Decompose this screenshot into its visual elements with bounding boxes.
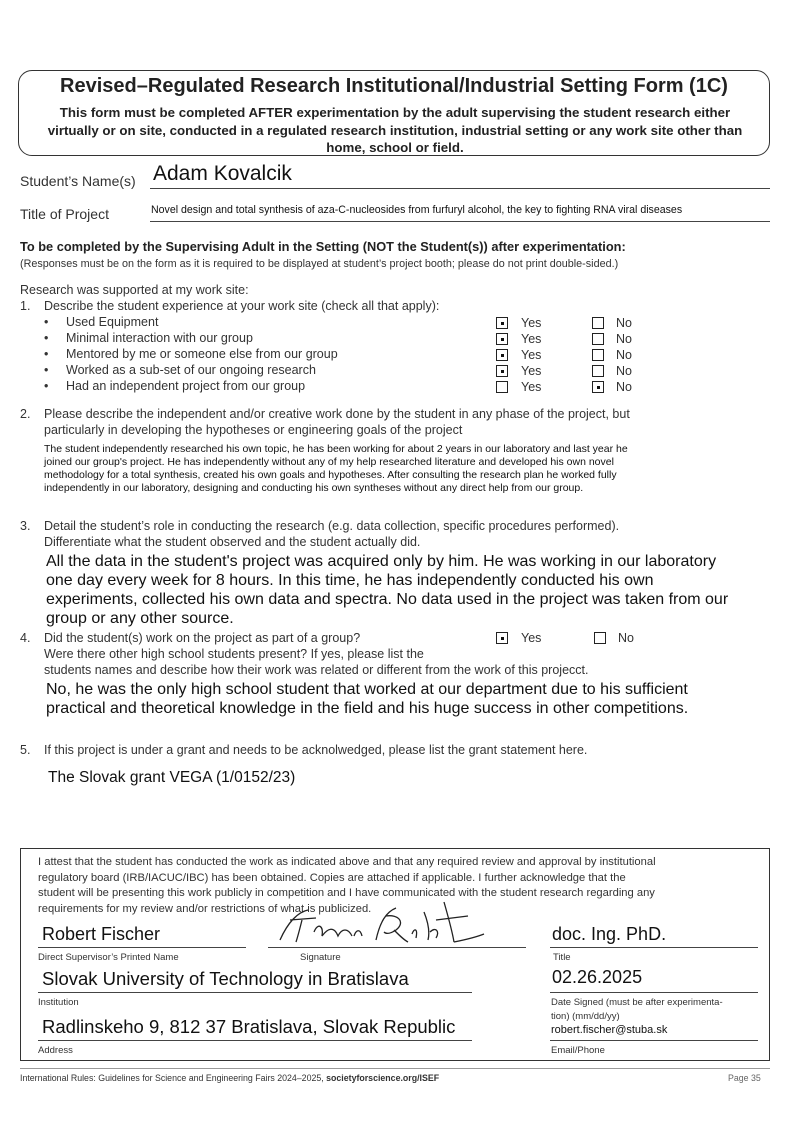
q2-answer-line: independently in our laboratory, designing and conducting his own syntheses without any direct help from our group. (44, 482, 584, 494)
project-title-label: Title of Project (20, 206, 109, 222)
q1-item-label: Used Equipment (66, 315, 159, 329)
student-name-label: Student’s Name(s) (20, 173, 136, 189)
footer-rule (20, 1068, 770, 1069)
email-value[interactable]: robert.fischer@stuba.sk (551, 1024, 668, 1036)
address-line (38, 1040, 472, 1041)
q5-question: If this project is under a grant and needs to be acknolwedged, please list the grant statement here. (44, 743, 588, 757)
form-subtitle: This form must be completed AFTER experimentation by the adult supervising the student research either virtually or on site, conducted in a regulated research institution, industrial setting or any work site other than home, school or field. (47, 105, 743, 155)
institution-value: Slovak University of Technology in Bratislava (42, 968, 409, 989)
signature-image (268, 892, 498, 952)
q3-question-line: Detail the student’s role in conducting the research (e.g. data collection, specific procedures performed). (44, 519, 620, 533)
q3-question-line: Differentiate what the student observed and the student actually did. (44, 535, 421, 549)
research-supported-intro: Research was supported at my work site: (20, 283, 249, 297)
q2-question-line: particularly in developing the hypotheses or engineering goals of the project (44, 423, 463, 437)
institution-caption: Institution (38, 997, 79, 1008)
instructions-heading: To be completed by the Supervising Adult in the Setting (NOT the Student(s)) after experimentation: (20, 239, 626, 254)
bullet: • (44, 347, 49, 361)
yes-label: Yes (521, 380, 542, 394)
bullet: • (44, 363, 49, 377)
q4-no-checkbox[interactable] (594, 632, 606, 644)
institution-line (38, 992, 472, 993)
no-label: No (616, 364, 632, 378)
no-label: No (616, 380, 632, 394)
q1-item-no-checkbox[interactable] (592, 365, 604, 377)
project-title-value: Novel design and total synthesis of aza-C-nucleosides from furfuryl alcohol, the key to fighting RNA viral diseases (151, 204, 683, 216)
q4-yes-checkbox[interactable] (496, 632, 508, 644)
q1-item-yes-checkbox[interactable] (496, 349, 508, 361)
yes-label: Yes (521, 316, 542, 330)
bullet: • (44, 379, 49, 393)
q4-no-label: No (618, 631, 634, 645)
yes-label: Yes (521, 332, 542, 346)
email-caption: Email/Phone (551, 1045, 605, 1056)
project-title-line (150, 221, 770, 222)
date-signed-caption-line: tion) (mm/dd/yy) (551, 1011, 620, 1022)
q1-item-label: Mentored by me or someone else from our group (66, 347, 338, 361)
q2-number: 2. (20, 407, 31, 421)
q3-answer-line: group or any other source. (46, 610, 234, 627)
student-name-line (150, 188, 770, 189)
q3-answer-line: one day every week for 8 hours. In this time, he has independently conducted his own (46, 572, 654, 589)
q5-number: 5. (20, 743, 31, 757)
supervisor-name-caption: Direct Supervisor’s Printed Name (38, 952, 179, 963)
yes-label: Yes (521, 348, 542, 362)
q4-yes-label: Yes (521, 631, 542, 645)
form-title: Revised–Regulated Research Institutional/Industrial Setting Form (1C) (60, 75, 728, 97)
q3-answer-line: experiments, collected his own data and spectra. No data used in the project was taken from our (46, 591, 729, 608)
q4-question-line: Were there other high school students present? If yes, please list the (44, 647, 424, 661)
supervisor-name-value: Robert Fischer (42, 924, 161, 944)
footer-reference (20, 1073, 439, 1083)
bullet: • (44, 331, 49, 345)
date-signed-line (550, 992, 758, 993)
q5-answer: The Slovak grant VEGA (1/0152/23) (48, 769, 296, 786)
q2-answer-line: methodology for a total synthesis, created his own goals and hypotheses. After consulting the research plan he worked fully (44, 469, 617, 481)
student-name-value: Adam Kovalcik (153, 162, 292, 185)
bullet: • (44, 315, 49, 329)
q1-item-no-checkbox[interactable] (592, 349, 604, 361)
q1-item-label: Worked as a sub-set of our ongoing research (66, 363, 316, 377)
q3-answer-line: All the data in the student's project was acquired only by him. He was working in our laboratory (46, 553, 717, 570)
q2-question-line: Please describe the independent and/or creative work done by the student in any phase of the project, but (44, 407, 630, 421)
q2-answer-line: joined our group's project. He has independently without any of my help researched literature and developed his own novel (44, 456, 614, 468)
attestation-line: requirements for my review and/or restrictions of what is publicized. (38, 902, 372, 915)
q1-question: Describe the student experience at your work site (check all that apply): (44, 299, 440, 313)
attestation-line: regulatory board (IRB/IACUC/IBC) has been obtained. Copies are attached if applicable. I further acknowledge that the (38, 871, 626, 884)
q1-item-label: Minimal interaction with our group (66, 331, 253, 345)
date-signed-value: 02.26.2025 (552, 967, 643, 987)
q4-answer-line: practical and theoretical knowledge in the field and his huge success in other competitions. (46, 700, 689, 717)
attestation-line: student will be presenting this work publicly in competition and I have communicated with the student research regarding any (38, 887, 655, 899)
q1-item-yes-checkbox[interactable] (496, 365, 508, 377)
q4-number: 4. (20, 631, 31, 645)
footer-link[interactable]: societyforscience.org/ISEF (326, 1073, 440, 1083)
title-value: doc. Ing. PhD. (552, 924, 667, 944)
email-line (550, 1040, 758, 1041)
footer-reference-text: International Rules: Guidelines for Science and Engineering Fairs 2024–2025, (20, 1073, 327, 1083)
q4-question-line: Did the student(s) work on the project as part of a group? (44, 631, 361, 645)
instructions-note: (Responses must be on the form as it is required to be displayed at student’s project booth; please do not print double-sided.) (20, 258, 619, 270)
q1-item-yes-checkbox[interactable] (496, 333, 508, 345)
q1-item-no-checkbox[interactable] (592, 381, 604, 393)
q1-item-yes-checkbox[interactable] (496, 317, 508, 329)
q1-item-no-checkbox[interactable] (592, 317, 604, 329)
q4-question-line: students names and describe how their work was related or different from the work of this projecct. (44, 663, 589, 677)
address-caption: Address (38, 1045, 73, 1056)
title-line (550, 947, 758, 948)
q3-number: 3. (20, 519, 31, 533)
no-label: No (616, 332, 632, 346)
page-number: Page 35 (728, 1073, 761, 1083)
no-label: No (616, 348, 632, 362)
no-label: No (616, 316, 632, 330)
q1-item-yes-checkbox[interactable] (496, 381, 508, 393)
attestation-line: I attest that the student has conducted the work as indicated above and that any required review and approval by institutional (38, 856, 656, 868)
address-value: Radlinskeho 9, 812 37 Bratislava, Slovak Republic (42, 1016, 456, 1037)
title-caption: Title (553, 952, 571, 963)
yes-label: Yes (521, 364, 542, 378)
date-signed-caption-line: Date Signed (must be after experimenta- (551, 997, 723, 1008)
q4-answer-line: No, he was the only high school student that worked at our department due to his sufficient (46, 681, 688, 698)
q1-number: 1. (20, 299, 31, 313)
q1-item-no-checkbox[interactable] (592, 333, 604, 345)
signature-line (268, 947, 526, 948)
q2-answer-line: The student independently researched his own topic, he has been working for about 2 years in our laboratory and last year he (44, 443, 628, 455)
q1-item-label: Had an independent project from our group (66, 379, 306, 393)
signature-caption: Signature (300, 952, 341, 963)
supervisor-name-line (38, 947, 246, 948)
